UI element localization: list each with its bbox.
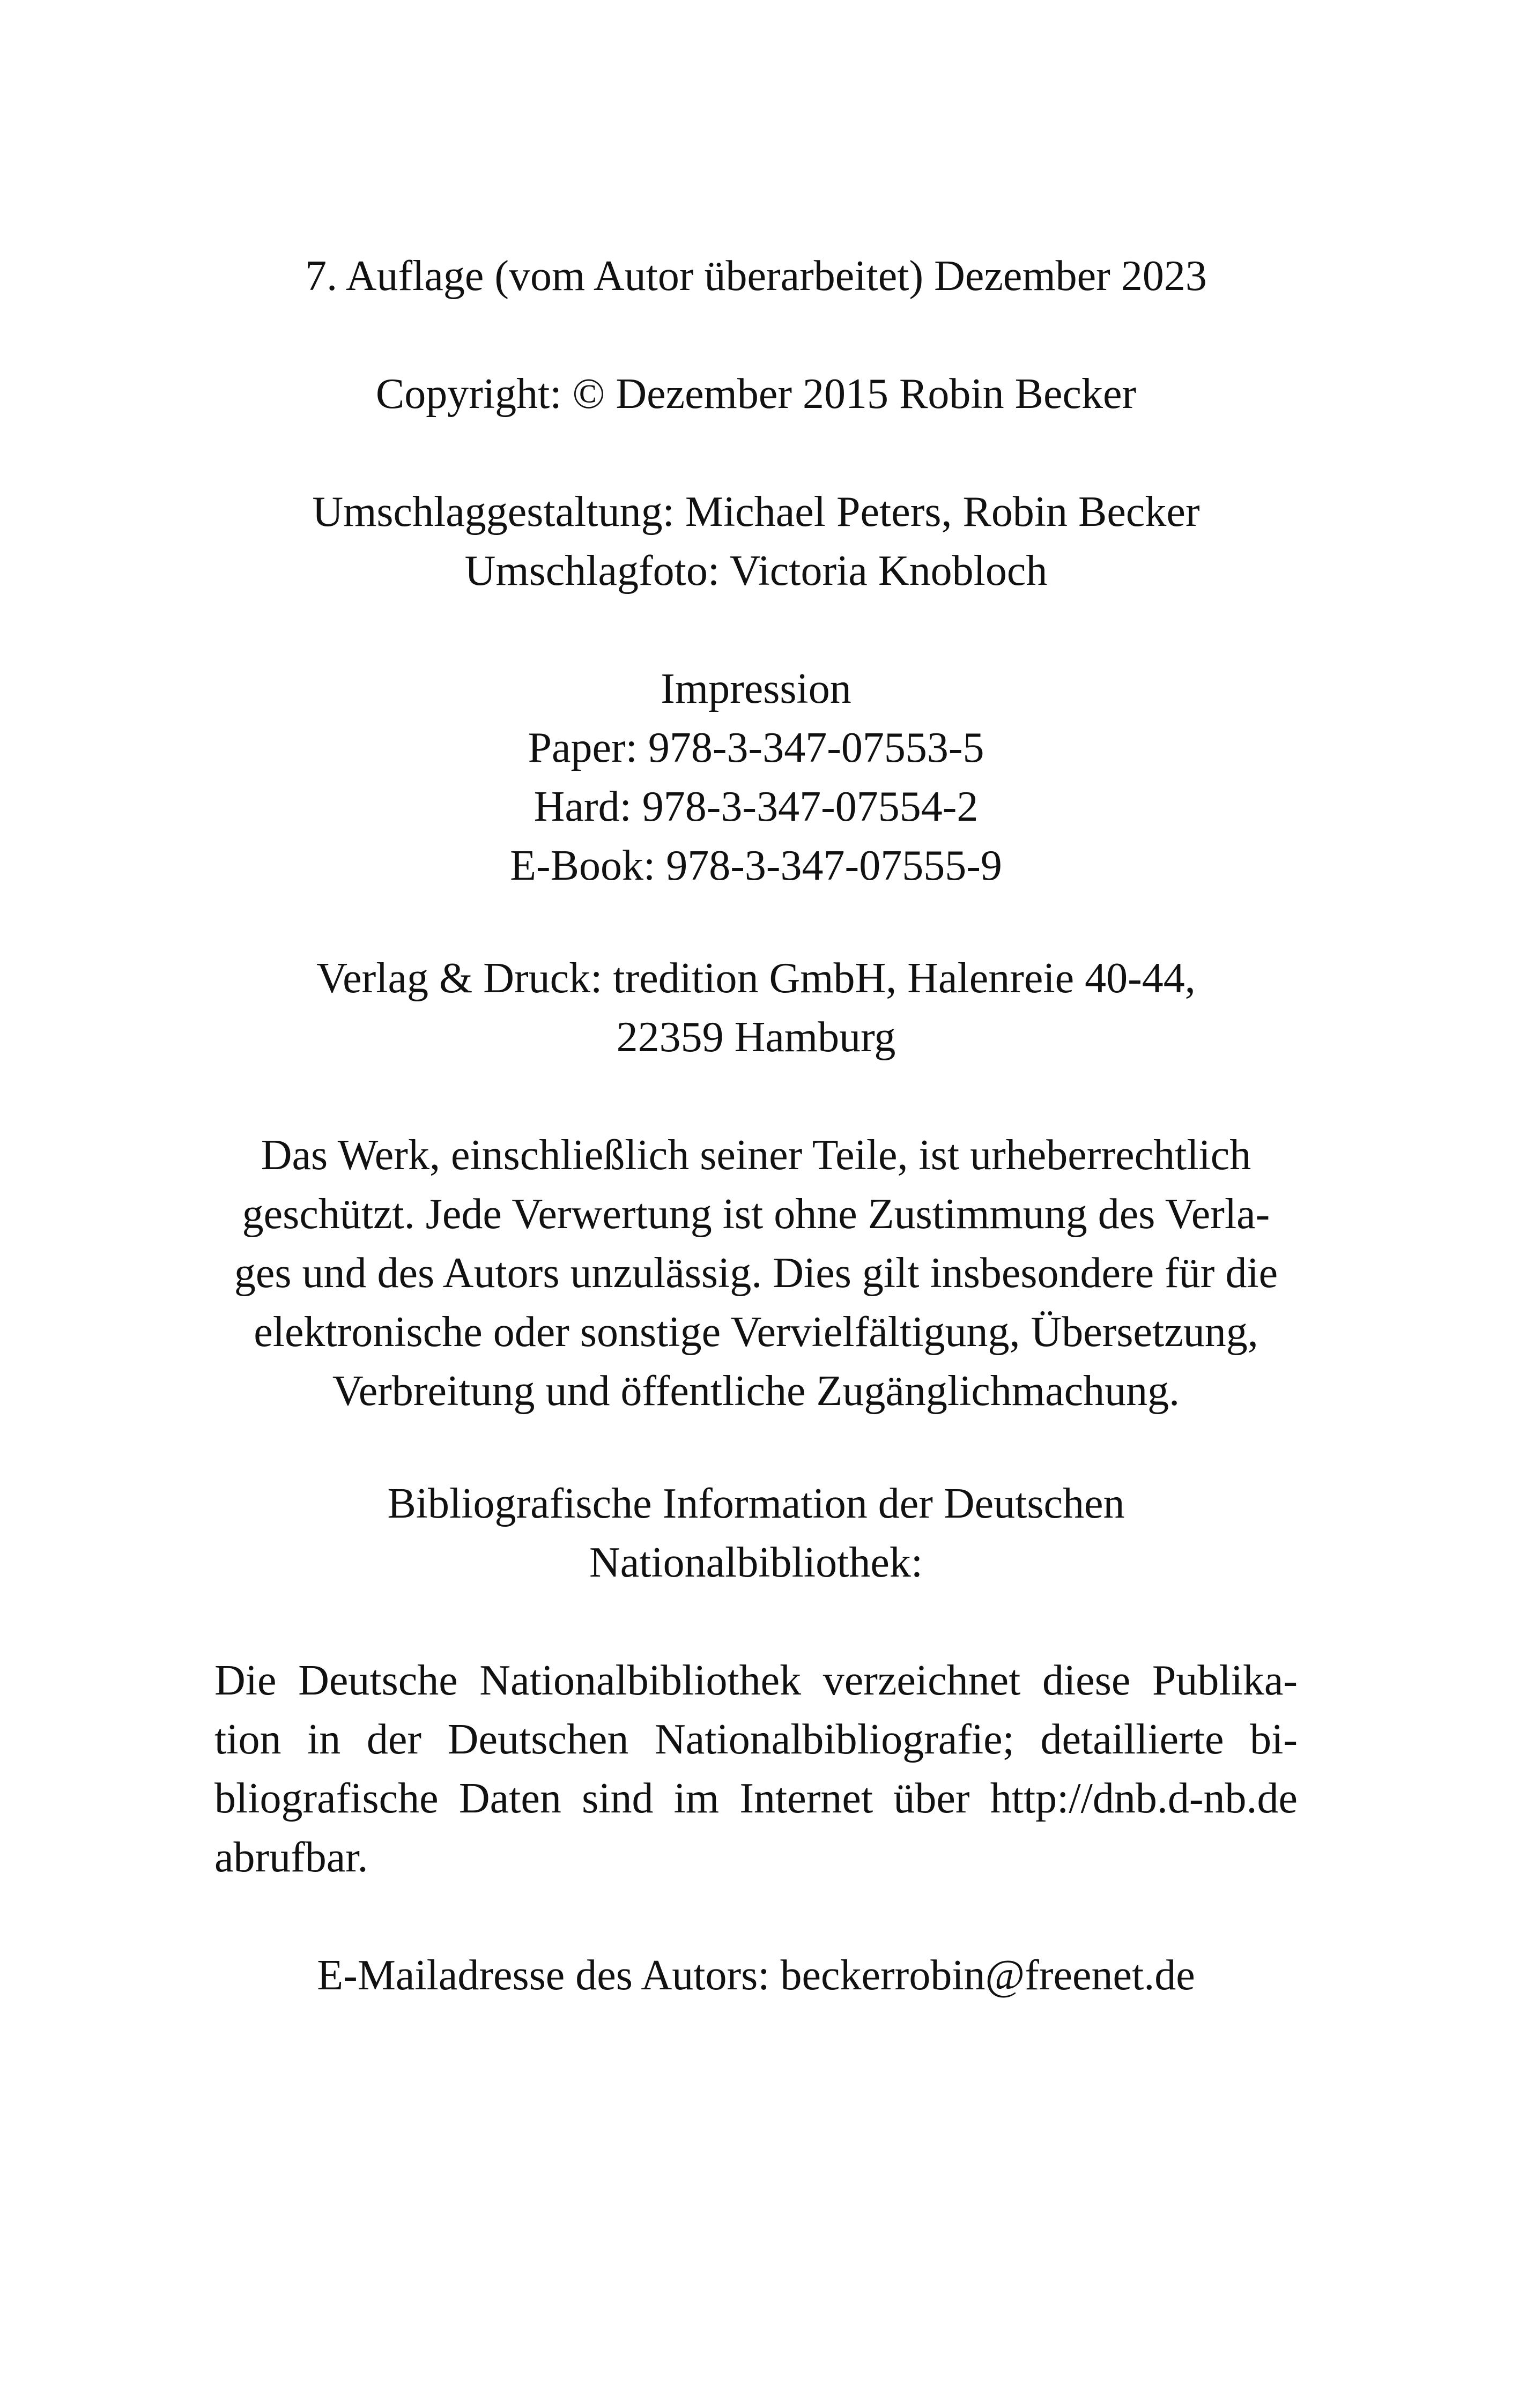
biblio-heading-line: Nationalbibliothek:	[589, 1539, 923, 1586]
publisher-info	[214, 949, 1298, 1067]
author-email-line: E-Mailadresse des Autors: beckerrobin@freenet.de	[317, 1952, 1195, 1999]
rights-line: Verbreitung und öffentliche Zugänglichmachung.	[332, 1367, 1180, 1415]
isbn-heading: Impression	[661, 665, 851, 712]
biblio-heading	[214, 1474, 1298, 1592]
dnb-line: bliografische Daten sind im Internet über http://dnb.d-nb.de	[214, 1775, 1298, 1822]
rights-line: elektronische oder sonstige Vervielfältigung, Übersetzung,	[254, 1309, 1258, 1356]
isbn-ebook: E-Book: 978-3-347-07555-9	[510, 842, 1002, 889]
rights-notice	[214, 1126, 1298, 1421]
cover-photo-credit: Umschlagfoto: Victoria Knobloch	[464, 547, 1048, 594]
isbn-paper: Paper: 978-3-347-07553-5	[528, 724, 984, 771]
author-email	[214, 1946, 1298, 2005]
publisher-line-2: 22359 Hamburg	[616, 1014, 896, 1061]
rights-line: ges und des Autors unzulässig. Dies gilt insbesondere für die	[234, 1250, 1278, 1297]
dnb-line: tion in der Deutschen Nationalbibliografie; detaillierte bi-	[214, 1716, 1298, 1763]
dnb-line: Die Deutsche Nationalbibliothek verzeichnet diese Publika-	[214, 1657, 1298, 1704]
biblio-heading-line: Bibliografische Information der Deutschen	[387, 1480, 1125, 1527]
edition-note	[214, 247, 1298, 306]
dnb-notice	[214, 1651, 1298, 1887]
copyright-notice	[214, 365, 1298, 423]
edition-line: 7. Auflage (vom Autor überarbeitet) Dezember 2023	[305, 252, 1207, 300]
rights-line: Das Werk, einschließlich seiner Teile, ist urheberrechtlich	[261, 1132, 1251, 1179]
rights-line: geschützt. Jede Verwertung ist ohne Zustimmung des Verla-	[242, 1191, 1270, 1238]
dnb-line: abrufbar.	[214, 1834, 368, 1881]
isbn-hard: Hard: 978-3-347-07554-2	[533, 783, 979, 830]
isbn-block	[214, 659, 1298, 895]
cover-credits	[214, 482, 1298, 600]
publisher-line-1: Verlag & Druck: tredition GmbH, Halenreie 40-44,	[316, 955, 1196, 1002]
copyright-line: Copyright: © Dezember 2015 Robin Becker	[375, 370, 1137, 418]
cover-design-credit: Umschlaggestaltung: Michael Peters, Robin Becker	[312, 488, 1200, 536]
